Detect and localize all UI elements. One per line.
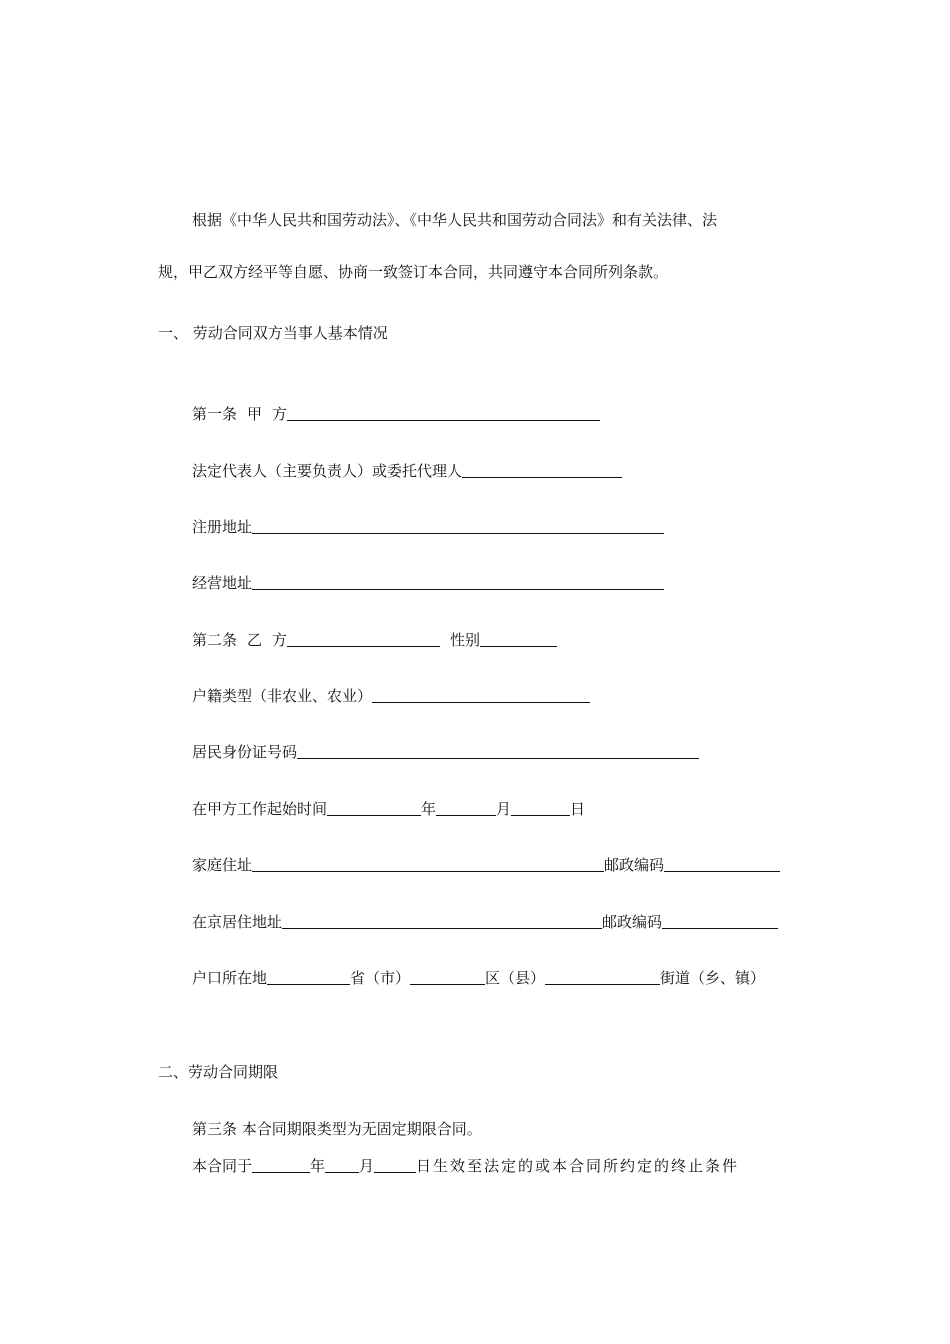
party-a-char-1: 甲 bbox=[247, 405, 263, 423]
intro-line-1: 根据《中华人民共和国劳动法》、《中华人民共和国劳动合同法》和有关法律、法 bbox=[192, 211, 718, 229]
day-label: 日 bbox=[570, 800, 586, 818]
effective-prefix: 本合同于 bbox=[192, 1157, 253, 1175]
party-b-char-2: 方 bbox=[272, 631, 288, 649]
gender-blank[interactable] bbox=[480, 630, 557, 647]
registered-address-label: 注册地址 bbox=[192, 518, 253, 536]
start-month-blank[interactable] bbox=[436, 799, 496, 816]
household-type-blank[interactable] bbox=[372, 686, 590, 703]
hukou-street-blank[interactable] bbox=[545, 968, 660, 985]
registered-address-row bbox=[192, 517, 664, 537]
article-3: 第三条 本合同期限类型为无固定期限合同。 bbox=[192, 1120, 482, 1138]
article-1-party-a bbox=[192, 404, 600, 424]
home-address-blank[interactable] bbox=[252, 855, 604, 872]
effective-month-label: 月 bbox=[359, 1157, 375, 1175]
effective-suffix: 日生效至法定的或本合同所约定的终止条件 bbox=[416, 1157, 740, 1175]
effective-day-blank[interactable] bbox=[374, 1156, 416, 1173]
beijing-postal-code-label: 邮政编码 bbox=[602, 913, 663, 931]
party-b-char-1: 乙 bbox=[247, 631, 263, 649]
effective-year-blank[interactable] bbox=[252, 1156, 310, 1173]
street-label: 街道（乡、镇） bbox=[660, 969, 766, 987]
year-label: 年 bbox=[421, 800, 437, 818]
beijing-postal-code-blank[interactable] bbox=[662, 912, 778, 929]
beijing-address-label: 在京居住地址 bbox=[192, 913, 283, 931]
home-address-row bbox=[192, 855, 780, 875]
home-postal-code-blank[interactable] bbox=[664, 855, 780, 872]
article-2-label: 第二条 bbox=[192, 631, 238, 649]
id-number-row bbox=[192, 742, 699, 762]
hukou-label: 户口所在地 bbox=[192, 969, 268, 987]
start-year-blank[interactable] bbox=[327, 799, 421, 816]
start-time-label: 在甲方工作起始时间 bbox=[192, 800, 328, 818]
home-address-label: 家庭住址 bbox=[192, 856, 253, 874]
start-time-row bbox=[192, 799, 585, 819]
legal-rep-row bbox=[192, 461, 622, 481]
business-address-row bbox=[192, 573, 664, 593]
business-address-label: 经营地址 bbox=[192, 574, 253, 592]
party-b-blank[interactable] bbox=[287, 630, 440, 647]
legal-rep-label: 法定代表人（主要负责人）或委托代理人 bbox=[192, 462, 463, 480]
hukou-province-blank[interactable] bbox=[267, 968, 350, 985]
id-number-blank[interactable] bbox=[297, 742, 699, 759]
beijing-address-row bbox=[192, 912, 778, 932]
registered-address-blank[interactable] bbox=[252, 517, 664, 534]
beijing-address-blank[interactable] bbox=[282, 912, 602, 929]
gender-label: 性别 bbox=[450, 631, 481, 649]
party-a-blank[interactable] bbox=[287, 404, 600, 421]
party-a-char-2: 方 bbox=[272, 405, 288, 423]
household-type-label: 户籍类型（非农业、农业） bbox=[192, 687, 373, 705]
district-label: 区（县） bbox=[485, 969, 546, 987]
home-postal-code-label: 邮政编码 bbox=[604, 856, 665, 874]
household-type-row bbox=[192, 686, 590, 706]
province-label: 省（市） bbox=[350, 969, 411, 987]
hukou-row bbox=[192, 968, 765, 988]
id-number-label: 居民身份证号码 bbox=[192, 743, 298, 761]
effective-month-blank[interactable] bbox=[325, 1156, 359, 1173]
legal-rep-blank[interactable] bbox=[462, 461, 622, 478]
section-2-heading: 二、劳动合同期限 bbox=[158, 1063, 279, 1081]
effective-year-label: 年 bbox=[310, 1157, 326, 1175]
month-label: 月 bbox=[496, 800, 512, 818]
article-1-label: 第一条 bbox=[192, 405, 238, 423]
business-address-blank[interactable] bbox=[252, 573, 664, 590]
article-2-party-b bbox=[192, 630, 557, 650]
intro-line-2: 规，甲乙双方经平等自愿、协商一致签订本合同，共同遵守本合同所列条款。 bbox=[158, 263, 669, 281]
start-day-blank[interactable] bbox=[511, 799, 570, 816]
effective-date-row bbox=[192, 1156, 739, 1176]
section-1-heading: 一、 劳动合同双方当事人基本情况 bbox=[158, 324, 388, 342]
hukou-district-blank[interactable] bbox=[410, 968, 485, 985]
